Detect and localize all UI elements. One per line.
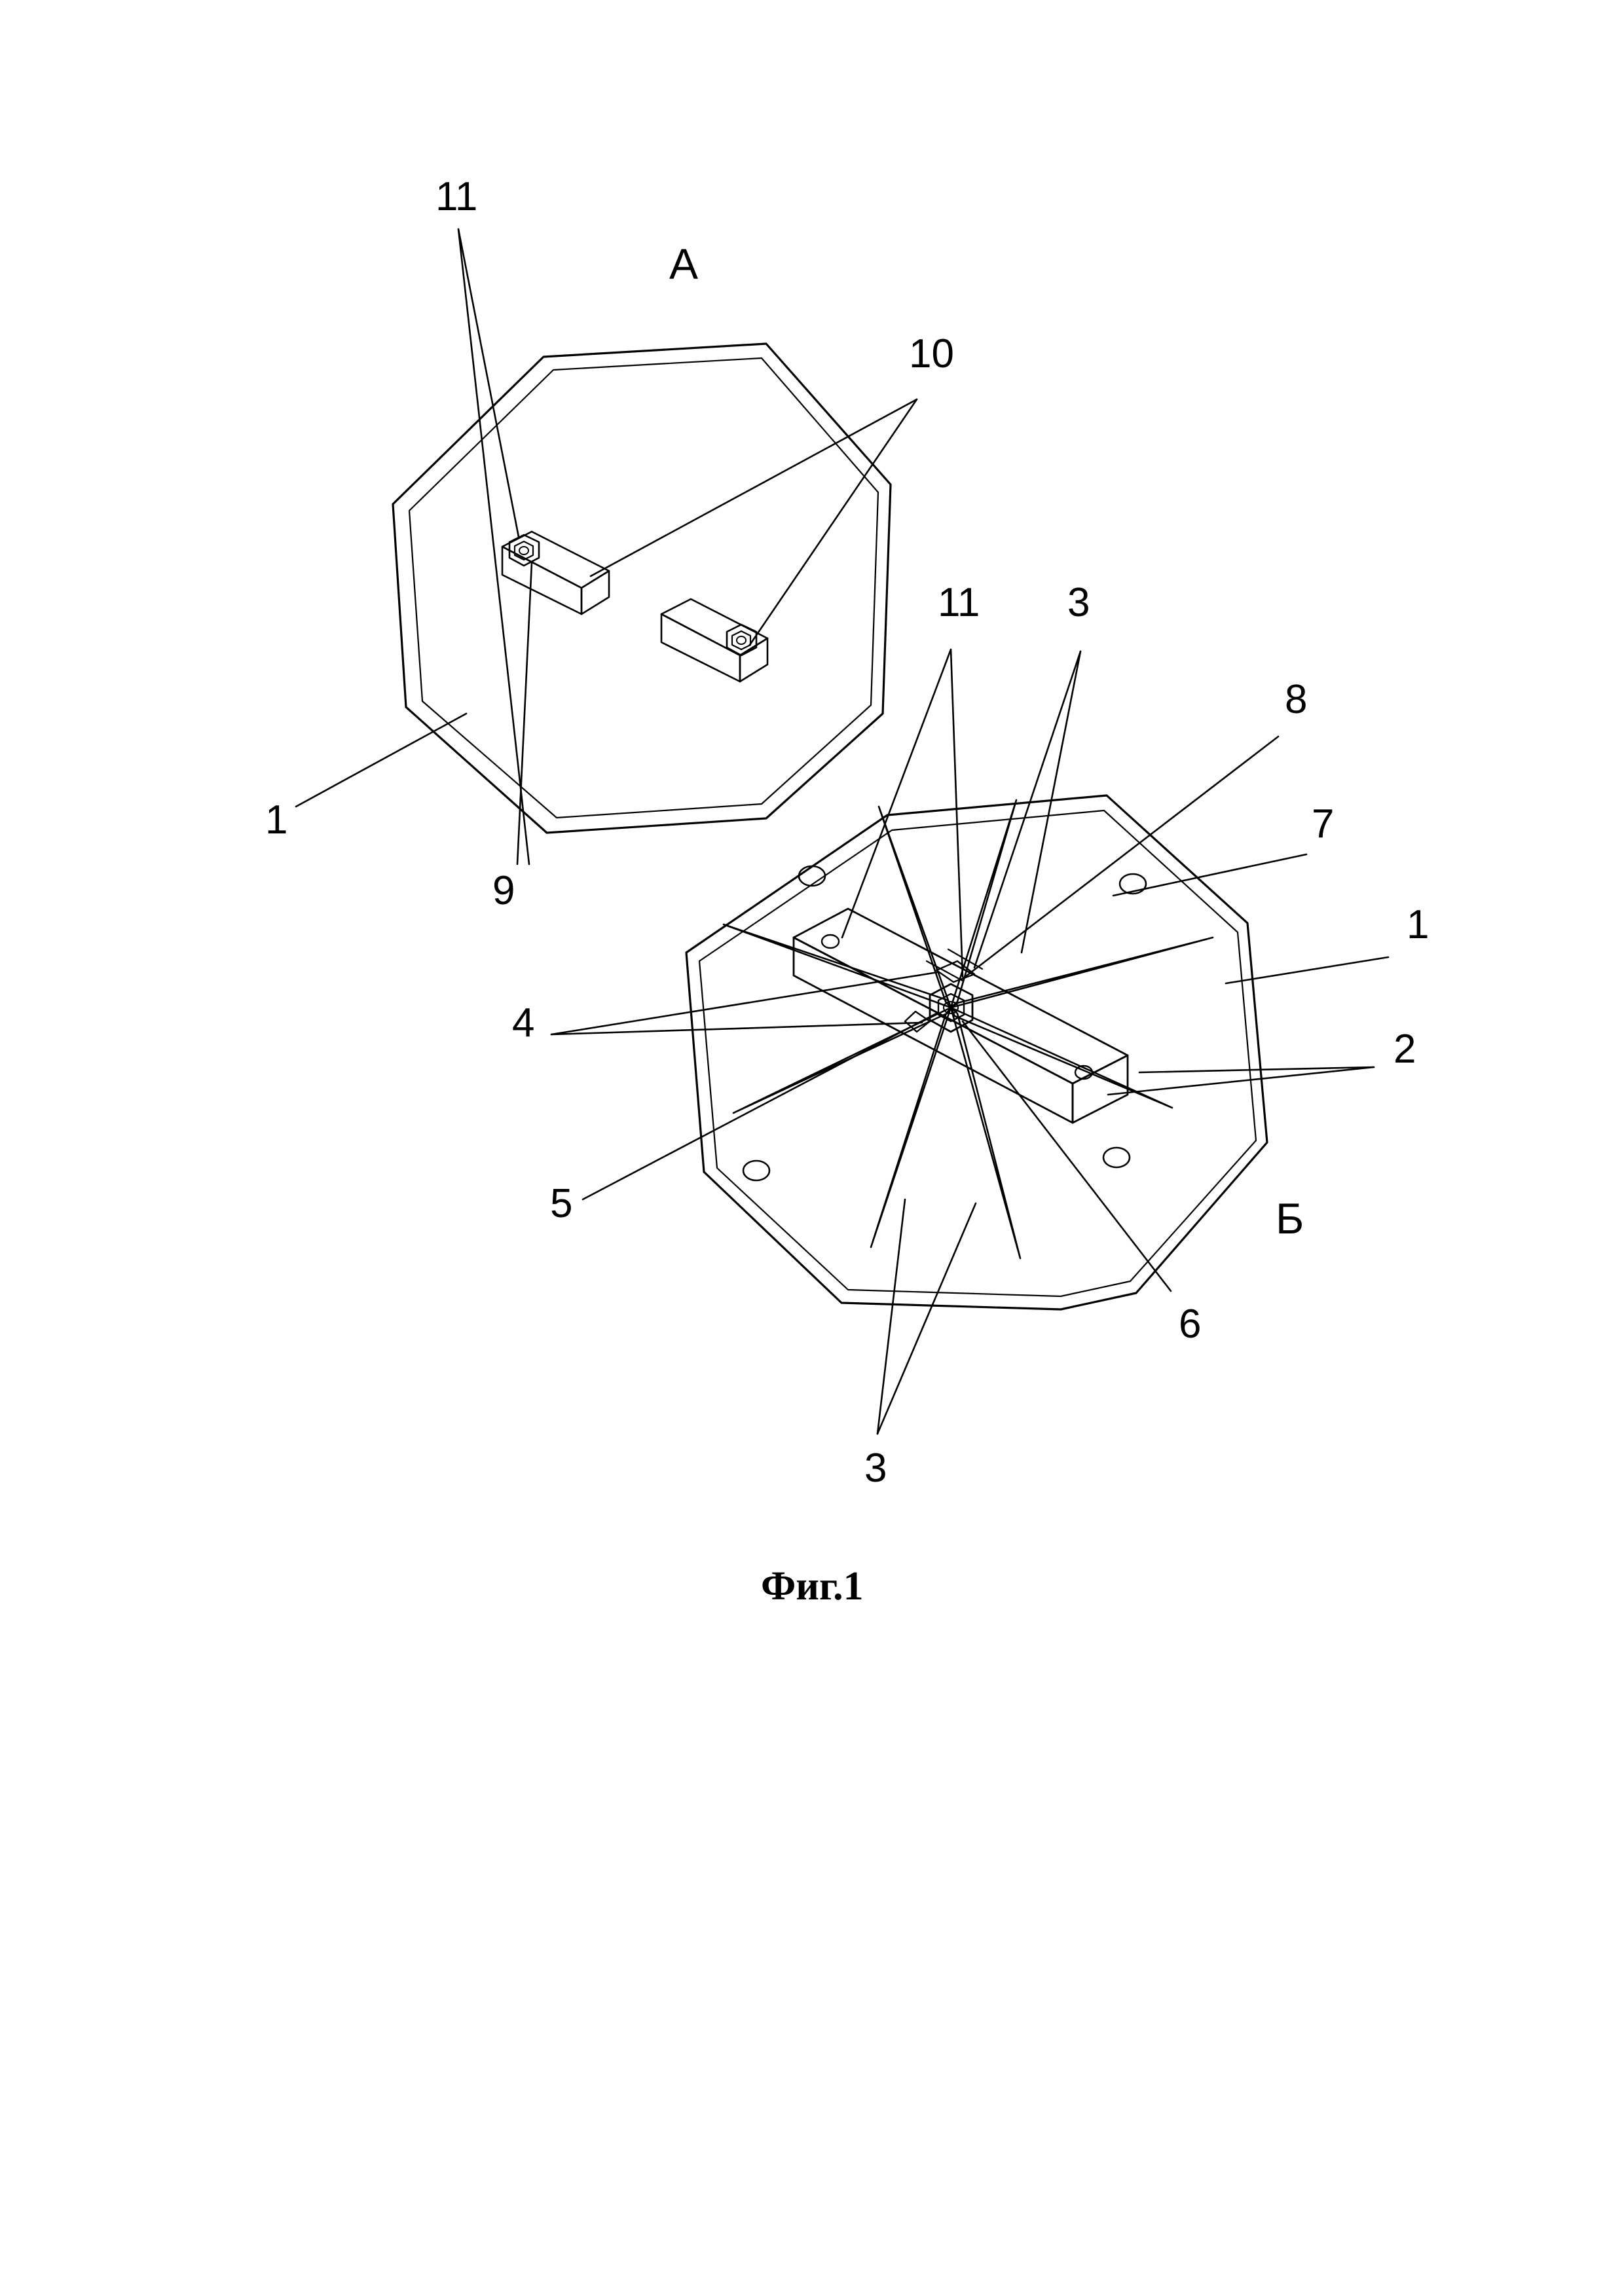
view-label-a: А (669, 240, 699, 288)
view-b-hub-wedges (905, 961, 974, 1032)
callout-4: 4 (512, 1000, 535, 1046)
view-b-plate-holes (743, 866, 1146, 1180)
callout-11-mid: 11 (938, 580, 980, 625)
callout-5: 5 (550, 1181, 573, 1226)
view-a-leader-lines (296, 229, 917, 864)
callout-1-top: 1 (265, 797, 288, 843)
callout-9: 9 (492, 868, 515, 913)
callout-7: 7 (1312, 801, 1335, 847)
view-label-b: Б (1276, 1194, 1304, 1243)
view-b-plate-outline (686, 795, 1267, 1309)
callout-6: 6 (1179, 1302, 1202, 1347)
view-a-mount-pad-left (502, 532, 609, 614)
view-b-leader-lines (551, 649, 1388, 1434)
view-a-mount-pad-right (661, 599, 767, 682)
callout-3-top: 3 (1067, 580, 1090, 625)
callout-8: 8 (1285, 677, 1308, 722)
callout-1-bottom: 1 (1407, 902, 1430, 947)
callout-2: 2 (1393, 1027, 1416, 1072)
view-a-plate-outline (393, 344, 891, 833)
callout-10: 10 (909, 331, 954, 376)
figure-caption: Фиг.1 (761, 1564, 864, 1609)
callout-3-bottom: 3 (864, 1446, 887, 1491)
callout-11-top: 11 (435, 174, 478, 219)
